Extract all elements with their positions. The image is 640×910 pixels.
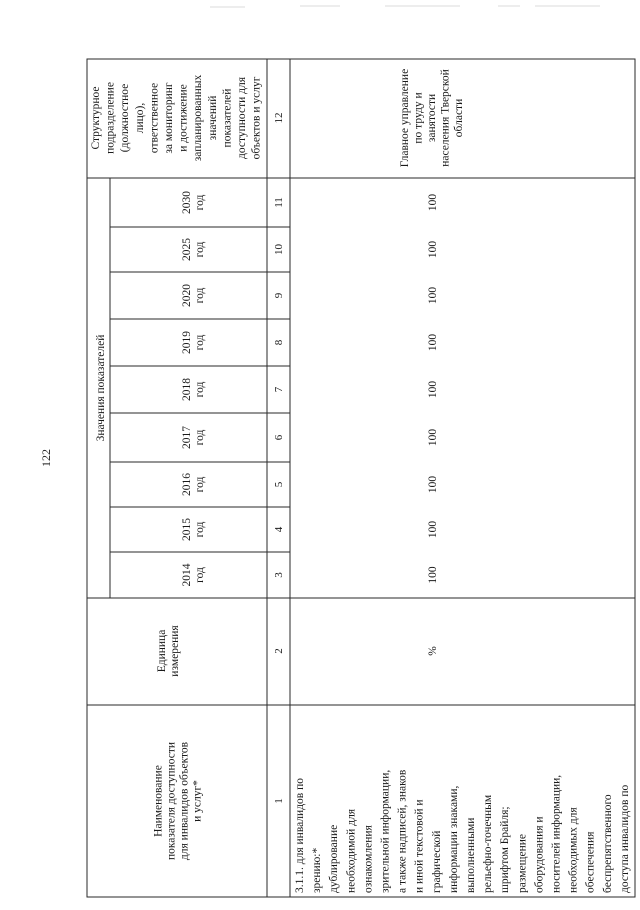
year-header-label: 2020	[181, 284, 193, 307]
row-name-line: зрительной информации,	[379, 769, 392, 893]
col12-header-line: значений	[206, 95, 219, 141]
column-number: 1	[273, 798, 285, 804]
col12-header-line: подразделение	[104, 82, 117, 154]
value-cell: 100	[427, 193, 439, 212]
row-name-line: носителей информации,	[550, 774, 563, 893]
col12-header-line: доступности для	[236, 77, 248, 159]
row-name-line: информации знаками,	[447, 785, 460, 893]
row-name-line: и иной текстовой и	[413, 799, 426, 893]
year-header-label: 2015	[181, 518, 193, 541]
year-header-unit: год	[194, 334, 206, 351]
row-name-line: ознакомления	[362, 825, 375, 893]
row-name-line: выполненными	[465, 817, 477, 893]
column-number: 11	[273, 197, 285, 208]
year-header-unit: год	[194, 429, 206, 446]
value-cell: 100	[427, 286, 439, 305]
col12-header-line: показателей	[221, 88, 234, 148]
col2-header-line: измерения	[169, 625, 181, 677]
value-cell: 100	[427, 428, 439, 447]
year-header-unit: год	[194, 476, 206, 493]
page-number: 122	[39, 449, 53, 467]
column-number: 5	[273, 481, 285, 488]
value-cell: 100	[427, 240, 439, 259]
row-name-line: 3.1.1. для инвалидов по	[294, 778, 306, 893]
responsible-line: по труду и	[412, 92, 425, 144]
responsible-line: области	[453, 98, 465, 138]
col12-header-lines	[90, 75, 263, 162]
row-name-line: размещение	[516, 834, 529, 893]
value-cell: 100	[427, 475, 439, 494]
unit-cell: %	[427, 646, 439, 656]
year-header-label: 2017	[181, 426, 193, 449]
column-number: 2	[273, 648, 285, 654]
row-name-line: доступа инвалидов по	[618, 784, 631, 893]
column-number: 9	[273, 292, 285, 299]
row-name-line: оборудования и	[533, 816, 546, 893]
value-cell: 100	[427, 333, 439, 352]
year-header-label: 2030	[181, 191, 193, 214]
row-name-line: а также надписей, знаков	[396, 769, 409, 893]
group-header: Значения показателей	[95, 334, 107, 442]
col12-header-line: запланированных	[192, 74, 205, 162]
col12-header-line: объектов и услуг	[250, 76, 263, 160]
col12-header-line: (должностное	[119, 83, 132, 153]
year-header-unit: год	[194, 194, 206, 211]
column-number: 3	[273, 572, 285, 578]
year-header-label: 2019	[181, 331, 193, 354]
col1-header-line: и услуг*	[191, 780, 204, 822]
row-name-line: беспрепятственного	[601, 794, 614, 893]
row-name-line: зрению:*	[311, 847, 324, 893]
column-number: 6	[273, 434, 285, 441]
scan-artifacts	[210, 6, 600, 7]
col12-header-line: ответственное	[148, 82, 161, 154]
year-header-unit: год	[194, 567, 206, 583]
row-name-line: дублирование	[328, 824, 341, 893]
col12-header-line: лицо),	[133, 102, 146, 134]
row-name-line: рельефно-точечным	[482, 794, 495, 893]
col12-header-line: и достижение	[177, 84, 190, 152]
row-name-line: необходимых для	[567, 807, 580, 893]
row-name-line: графической	[430, 830, 443, 893]
column-number: 10	[273, 244, 285, 255]
col1-header-line: показателя доступности	[165, 741, 178, 861]
col12-header-line: Структурное	[90, 86, 102, 150]
year-header-label: 2016	[181, 473, 193, 496]
value-cell: 100	[427, 566, 439, 584]
col12-header-line: за мониторинг	[163, 82, 175, 154]
column-numbers-row	[273, 113, 285, 804]
col2-header-line: Единица	[156, 629, 168, 673]
row-values	[427, 194, 439, 584]
year-headers	[181, 191, 206, 587]
year-header-label: 2025	[181, 238, 193, 261]
year-header-unit: год	[194, 287, 206, 304]
responsible-cell	[399, 69, 465, 167]
responsible-line: Главное управление	[399, 68, 411, 168]
column-number: 7	[273, 386, 285, 393]
col1-header-lines	[153, 741, 204, 860]
year-header-unit: год	[194, 381, 206, 398]
responsible-line: населения Тверской	[439, 69, 452, 167]
year-header-label: 2014	[181, 563, 193, 587]
value-cell: 100	[427, 520, 439, 539]
year-header-unit: год	[194, 241, 206, 258]
responsible-line: занятости	[426, 93, 438, 143]
row-name-line: необходимой для	[345, 808, 358, 893]
row-name-line: шрифтом Брайля;	[499, 806, 512, 893]
column-number: 4	[273, 526, 285, 533]
year-header-label: 2018	[181, 378, 193, 401]
row-name-cell	[294, 769, 631, 893]
year-header-unit: год	[194, 521, 206, 538]
column-number: 8	[273, 339, 285, 346]
col1-header-line: Наименование	[152, 765, 165, 837]
col2-header-lines	[156, 625, 181, 677]
column-number: 12	[273, 112, 285, 124]
value-cell: 100	[427, 380, 439, 399]
col1-header-line: для инвалидов объектов	[178, 741, 191, 861]
row-name-line: обеспечения	[584, 831, 597, 893]
